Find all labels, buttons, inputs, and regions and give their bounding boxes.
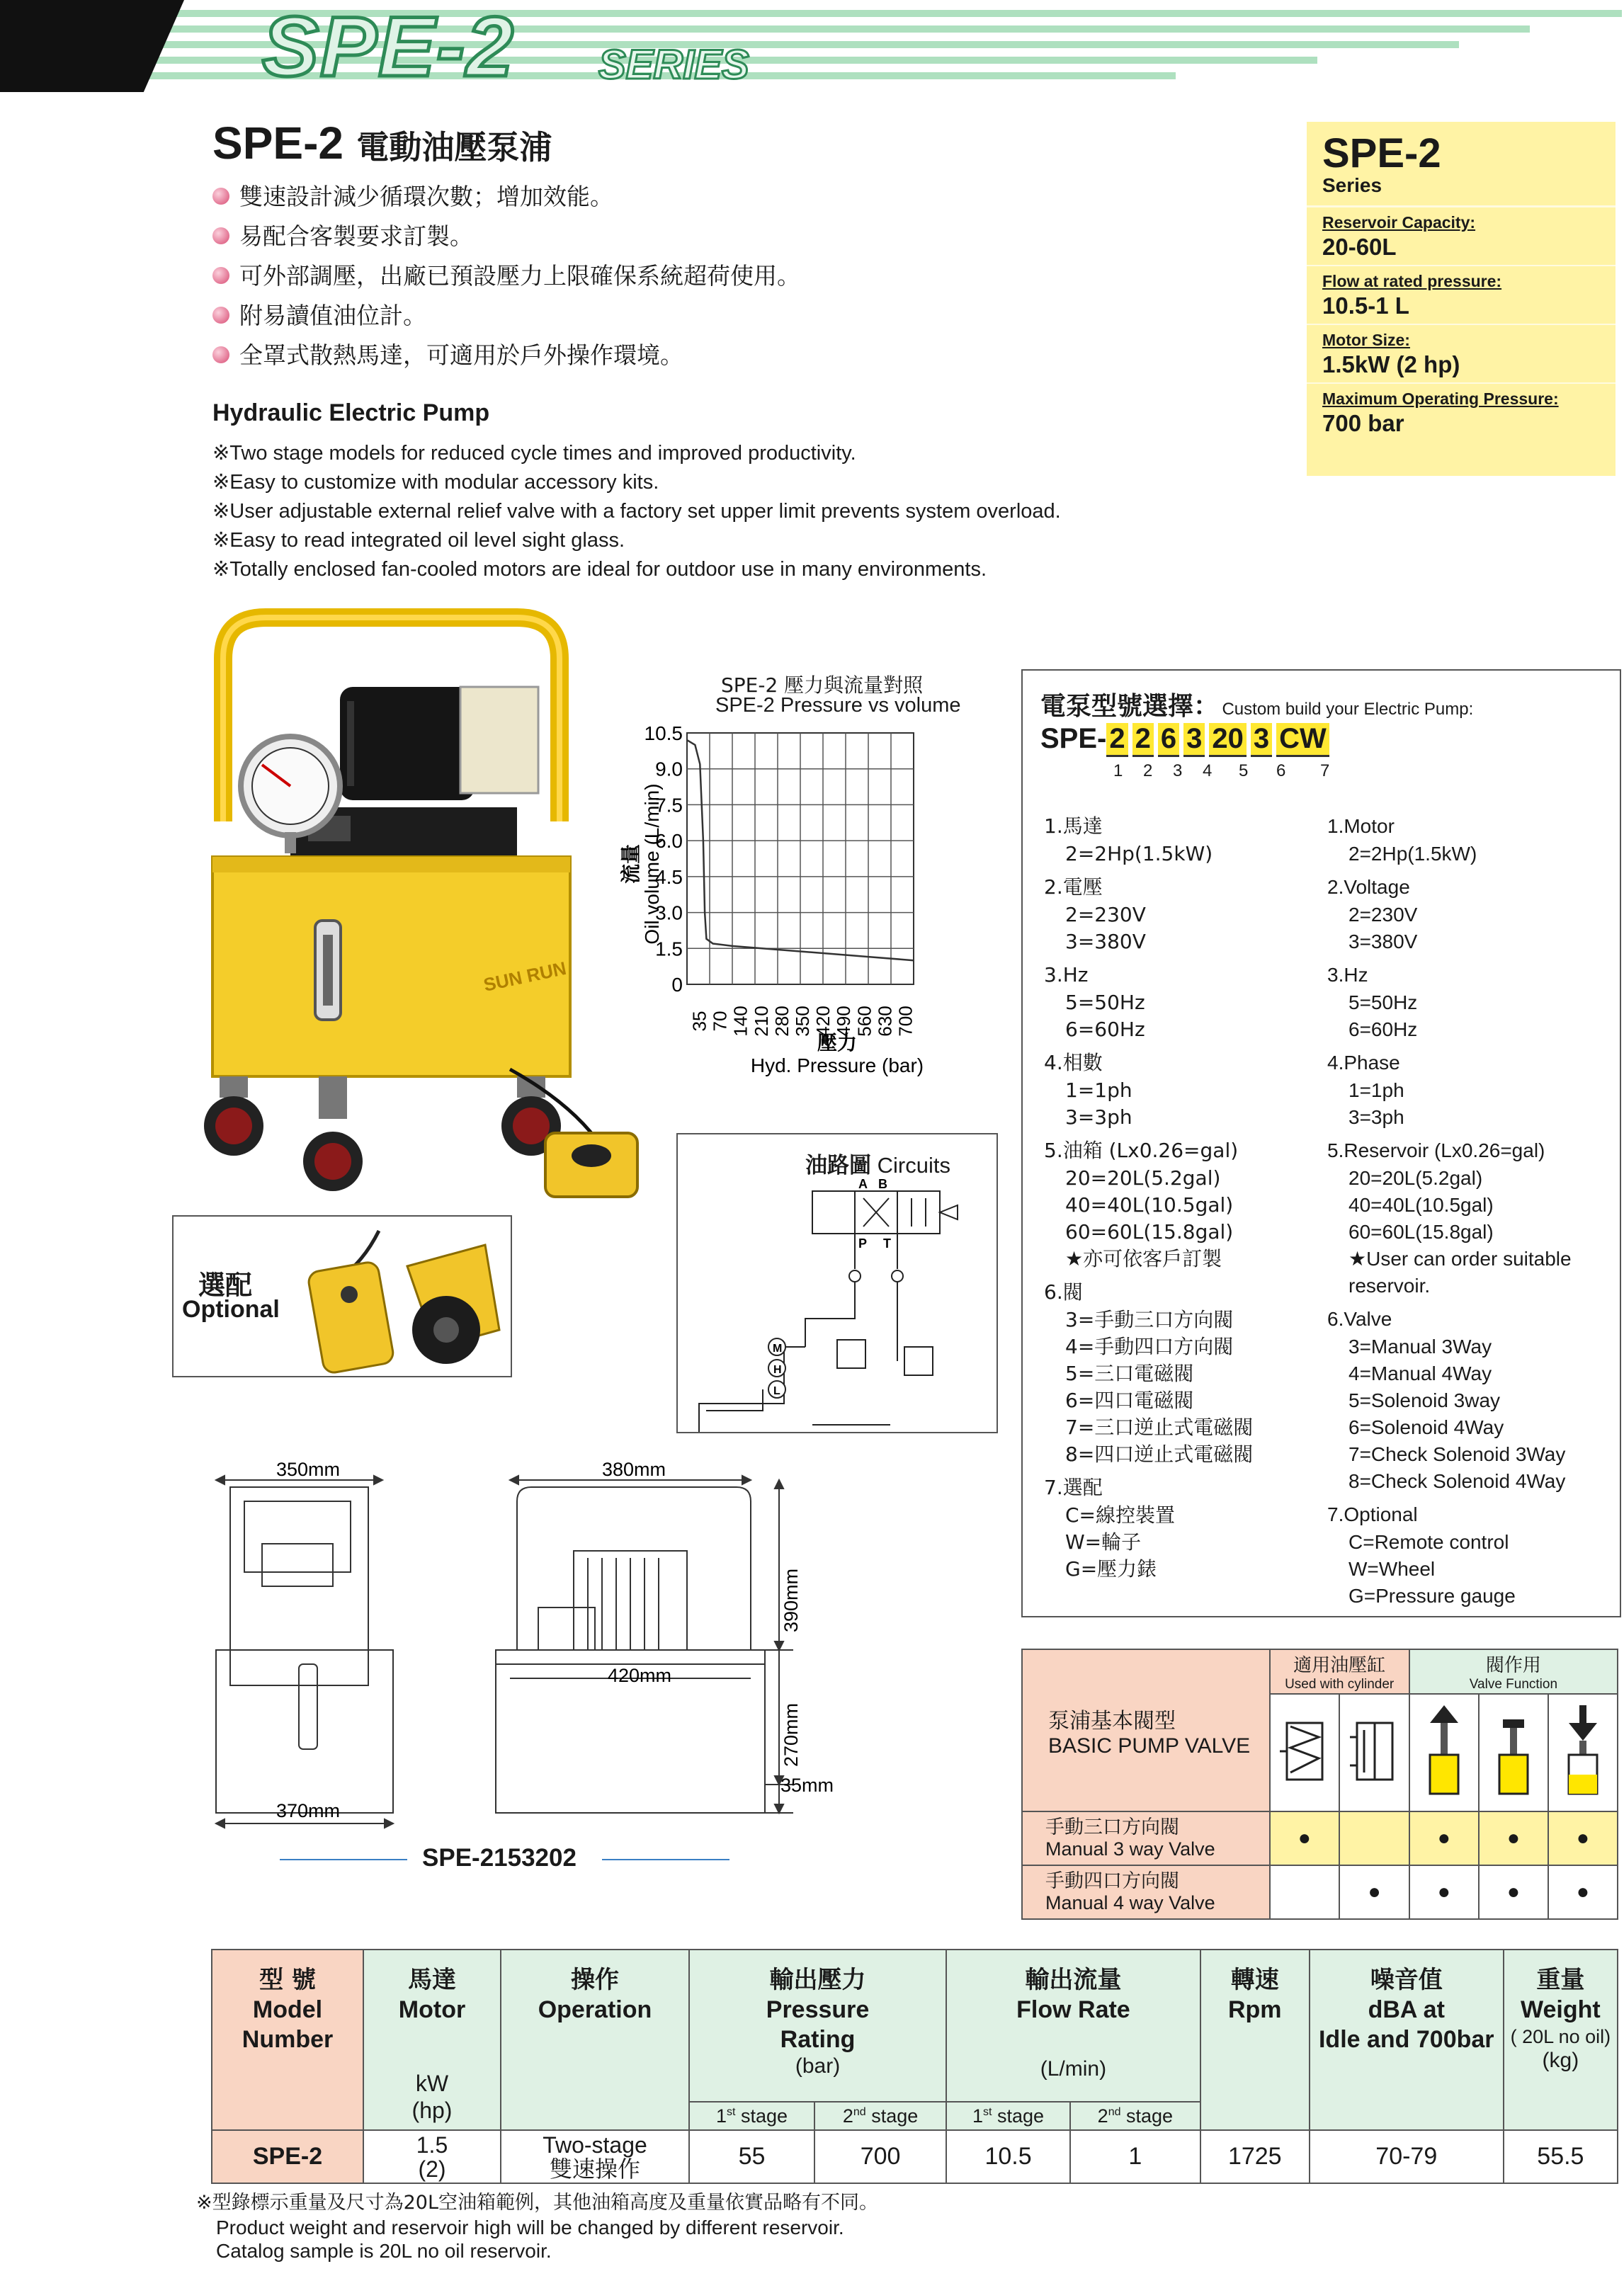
chart-xlabel-zh: 壓力 bbox=[817, 1031, 858, 1054]
pump-photo bbox=[205, 609, 659, 1204]
option-line: 2=2Hp(1.5kW) bbox=[1065, 842, 1213, 865]
optional-box bbox=[172, 1215, 512, 1377]
valve-function-header: 閥作用 Valve Function bbox=[1409, 1649, 1618, 1694]
circuit-port-b: B bbox=[878, 1177, 887, 1191]
valve-mark bbox=[1270, 1865, 1340, 1919]
option-line: 3=Manual 3Way bbox=[1348, 1336, 1492, 1358]
retract-function-icon bbox=[1548, 1694, 1618, 1811]
drawing-number: SPE-2153202 bbox=[422, 1844, 577, 1872]
col-rpm: 轉速 Rpm bbox=[1200, 1950, 1310, 2130]
spec-value: 20-60L bbox=[1307, 232, 1616, 266]
model-code: SPE- 2 2 6 3 20 3 CW bbox=[1040, 723, 1334, 757]
option-line: ★User can order suitable bbox=[1348, 1248, 1572, 1270]
en-feature: ※Easy to read integrated oil level sight glass. bbox=[212, 529, 625, 552]
option-line: 8=四口逆止式電磁閥 bbox=[1065, 1443, 1254, 1466]
row-operation: Two-stage 雙速操作 bbox=[501, 2130, 689, 2183]
row-model: SPE-2 bbox=[212, 2130, 363, 2183]
spec-table bbox=[211, 1949, 1618, 2184]
valve-mark: ● bbox=[1409, 1811, 1479, 1865]
chart-ytick-label: 9.0 bbox=[655, 758, 683, 780]
chart-title-zh: SPE-2 壓力與流量對照 bbox=[721, 673, 924, 697]
cylinder-header: 適用油壓缸 Used with cylinder bbox=[1270, 1649, 1409, 1694]
option-line: 6=60Hz bbox=[1348, 1018, 1418, 1040]
en-feature-list bbox=[212, 439, 1275, 584]
row-pressure-2: 700 bbox=[814, 2130, 946, 2183]
chart-xtick-label: 700 bbox=[895, 1006, 916, 1037]
option-line: ★亦可依客戶訂製 bbox=[1065, 1247, 1222, 1270]
valve-function-table bbox=[1021, 1649, 1618, 1920]
valve-mark: ● bbox=[1479, 1811, 1548, 1865]
valve-mark: ● bbox=[1548, 1865, 1618, 1919]
col-operation: 操作 Operation bbox=[501, 1950, 689, 2130]
en-feature: ※Totally enclosed fan-cooled motors are ideal for outdoor use in many environments. bbox=[212, 558, 987, 581]
option-group-head: 2.Voltage bbox=[1327, 876, 1410, 898]
circuit-low-label: L bbox=[773, 1385, 780, 1397]
code-hz: 6 bbox=[1158, 723, 1179, 757]
option-group-head: 3.Hz bbox=[1044, 963, 1089, 986]
spec-model: SPE-2 bbox=[1322, 130, 1441, 176]
option-line: 2=2Hp(1.5kW) bbox=[1348, 843, 1477, 865]
option-line: 6=60Hz bbox=[1065, 1018, 1145, 1041]
row-dba: 70-79 bbox=[1310, 2130, 1504, 2183]
option-line: 6=Solenoid 4Way bbox=[1348, 1416, 1504, 1438]
option-line: 4=Manual 4Way bbox=[1348, 1362, 1492, 1384]
dimension-drawings bbox=[205, 1452, 834, 1834]
en-feature: ※Two stage models for reduced cycle times and improved productivity. bbox=[212, 442, 856, 465]
drawing-no-rule-left bbox=[280, 1859, 407, 1860]
en-feature: ※Easy to customize with modular accessory kits. bbox=[212, 471, 659, 494]
chart-xlabel: Hyd. Pressure (bar) bbox=[750, 1054, 924, 1076]
chart-xtick-label: 490 bbox=[833, 1006, 855, 1037]
col-pressure: 輸出壓力 Pressure Rating (bar) bbox=[689, 1950, 946, 2102]
option-line: 20=20L(5.2gal) bbox=[1348, 1167, 1483, 1189]
pressure-stage-2: 2nd stage bbox=[814, 2102, 946, 2130]
pressure-stage-1: 1st stage bbox=[689, 2102, 814, 2130]
dim-tank-height: 270mm bbox=[780, 1702, 802, 1768]
circuit-port-a: A bbox=[858, 1177, 868, 1191]
model-select-title: 電泵型號選擇： Custom build your Electric Pump: bbox=[1040, 692, 1474, 721]
spec-value: 1.5kW (2 hp) bbox=[1307, 350, 1616, 384]
option-line: W=Wheel bbox=[1348, 1558, 1436, 1580]
code-voltage: 2 bbox=[1132, 723, 1154, 757]
option-line: 1=1ph bbox=[1065, 1079, 1132, 1102]
spec-label: Flow at rated pressure: bbox=[1322, 272, 1502, 290]
header-series: SERIES bbox=[598, 42, 749, 88]
spec-summary-box bbox=[1307, 122, 1616, 476]
option-line: 3=手動三口方向閥 bbox=[1065, 1308, 1234, 1331]
single-acting-cylinder-icon bbox=[1270, 1694, 1340, 1811]
option-line: 5=三口電磁閥 bbox=[1065, 1362, 1194, 1385]
chart-xtick-label: 70 bbox=[709, 1011, 731, 1032]
option-line: 5=50Hz bbox=[1065, 991, 1145, 1014]
valve-mark: ● bbox=[1479, 1865, 1548, 1919]
row-weight: 55.5 bbox=[1504, 2130, 1618, 2183]
row-rpm: 1725 bbox=[1200, 2130, 1310, 2183]
option-line: 40=40L(10.5gal) bbox=[1348, 1194, 1494, 1216]
circuit-motor-label: M bbox=[773, 1343, 783, 1355]
col-flow: 輸出流量 Flow Rate (L/min) bbox=[946, 1950, 1200, 2102]
spec-value: 700 bar bbox=[1322, 410, 1404, 436]
chart-ytick-label: 1.5 bbox=[655, 938, 683, 960]
option-line: C=Remote control bbox=[1348, 1531, 1509, 1553]
pressure-volume-chart bbox=[609, 722, 1020, 1091]
chart-ylabel-zh: 流量 bbox=[619, 843, 642, 884]
dim-base-height: 35mm bbox=[780, 1775, 834, 1796]
en-feature: ※User adjustable external relief valve with a factory set upper limit prevents system overload. bbox=[212, 500, 1061, 523]
extend-function-icon bbox=[1409, 1694, 1479, 1811]
option-line: 2=230V bbox=[1348, 904, 1418, 926]
zh-feature: 易配合客製要求訂製。 bbox=[212, 217, 1275, 256]
basic-pump-valve-cell: 泵浦基本閥型 BASIC PUMP VALVE bbox=[1022, 1649, 1270, 1811]
code-phase: 3 bbox=[1183, 723, 1205, 757]
valve-mark: ● bbox=[1339, 1865, 1409, 1919]
option-group-head: 6.閥 bbox=[1044, 1280, 1083, 1304]
option-line: 60=60L(15.8gal) bbox=[1348, 1221, 1494, 1243]
zh-feature-list bbox=[212, 177, 1275, 375]
spec-series: Series bbox=[1307, 174, 1616, 207]
circuits-box bbox=[676, 1133, 998, 1433]
option-group-head: 5.油箱 (Lx0.26=gal) bbox=[1044, 1139, 1239, 1162]
dim-front-width-mid: 420mm bbox=[608, 1665, 672, 1686]
model-options-zh bbox=[1044, 812, 1320, 1588]
option-line: 8=Check Solenoid 4Way bbox=[1348, 1470, 1566, 1492]
flow-stage-2: 2nd stage bbox=[1070, 2102, 1200, 2130]
chart-ytick-label: 10.5 bbox=[644, 722, 683, 744]
option-line: 3=3ph bbox=[1348, 1106, 1404, 1128]
row-pressure-1: 55 bbox=[689, 2130, 814, 2183]
option-line: 40=40L(10.5gal) bbox=[1065, 1193, 1234, 1217]
hold-function-icon bbox=[1479, 1694, 1548, 1811]
manual-3way-row-label: 手動三口方向閥 Manual 3 way Valve bbox=[1022, 1811, 1270, 1865]
option-line: 1=1ph bbox=[1348, 1079, 1404, 1101]
header-title: SPE-2 bbox=[262, 0, 515, 94]
circuit-high-label: H bbox=[773, 1364, 782, 1376]
drawing-no-rule-right bbox=[602, 1859, 729, 1860]
chart-xtick-label: 350 bbox=[792, 1006, 813, 1037]
dim-side-width: 350mm bbox=[276, 1459, 341, 1480]
valve-mark: ● bbox=[1409, 1865, 1479, 1919]
spec-label: Reservoir Capacity: bbox=[1322, 213, 1476, 232]
col-motor: 馬達 Motor kW (hp) bbox=[363, 1950, 501, 2130]
option-group-head: 4.相數 bbox=[1044, 1051, 1103, 1074]
option-line: 7=Check Solenoid 3Way bbox=[1348, 1443, 1566, 1465]
chart-xtick-label: 560 bbox=[853, 1006, 875, 1037]
valve-mark: ● bbox=[1548, 1811, 1618, 1865]
chart-ytick-label: 7.5 bbox=[655, 794, 683, 816]
chart-ytick-label: 4.5 bbox=[655, 865, 683, 888]
chart-ytick-label: 6.0 bbox=[655, 830, 683, 853]
option-line: G=Pressure gauge bbox=[1348, 1585, 1516, 1607]
row-flow-1: 10.5 bbox=[946, 2130, 1070, 2183]
chart-xtick-label: 140 bbox=[729, 1006, 751, 1037]
double-acting-cylinder-icon bbox=[1339, 1694, 1409, 1811]
code-valve: 3 bbox=[1251, 723, 1272, 757]
circuit-port-p: P bbox=[858, 1236, 868, 1251]
chart-ytick-label: 0 bbox=[671, 974, 683, 996]
dim-front-width-top: 380mm bbox=[602, 1459, 666, 1480]
optional-zh: 選配 bbox=[198, 1270, 253, 1301]
row-flow-2: 1 bbox=[1070, 2130, 1200, 2183]
zh-feature: 附易讀值油位計。 bbox=[212, 296, 1275, 336]
footnote-en-1: Product weight and reservoir high will be changed by different reservoir. bbox=[216, 2217, 844, 2238]
circuit-port-t: T bbox=[883, 1236, 891, 1251]
option-group-head: 6.Valve bbox=[1327, 1308, 1392, 1330]
option-group-head: 4.Phase bbox=[1327, 1052, 1400, 1074]
zh-feature: 雙速設計減少循環次數；增加效能。 bbox=[212, 177, 1275, 217]
valve-mark bbox=[1339, 1811, 1409, 1865]
option-line: 3=3ph bbox=[1065, 1105, 1132, 1129]
pump-brand: SUN RUN bbox=[482, 957, 569, 996]
option-line: C=線控裝置 bbox=[1065, 1503, 1176, 1527]
col-dba: 噪音值 dBA at Idle and 700bar bbox=[1310, 1950, 1504, 2130]
option-group-head: 2.電壓 bbox=[1044, 875, 1103, 899]
option-line: 3=380V bbox=[1065, 930, 1146, 953]
spec-value: 10.5-1 L bbox=[1307, 291, 1616, 325]
chart-xtick-label: 280 bbox=[771, 1006, 793, 1037]
zh-feature: 可外部調壓，出廠已預設壓力上限確保系統超荷使用。 bbox=[212, 256, 1275, 296]
option-group-head: 1.馬達 bbox=[1044, 814, 1103, 838]
header-banner bbox=[0, 0, 1624, 92]
option-group-head: 3.Hz bbox=[1327, 964, 1368, 986]
model-options-en bbox=[1327, 812, 1611, 1615]
code-optional: CW bbox=[1276, 723, 1329, 757]
product-title: SPE-2 電動油壓泵浦 bbox=[212, 118, 552, 169]
chart-xtick-label: 630 bbox=[874, 1006, 896, 1037]
dim-top-height: 390mm bbox=[780, 1568, 802, 1633]
option-line: 4=手動四口方向閥 bbox=[1065, 1335, 1234, 1358]
option-group-head: 7.Optional bbox=[1327, 1503, 1418, 1525]
flow-stage-1: 1st stage bbox=[946, 2102, 1070, 2130]
circuits-title: 油路圖 Circuits bbox=[805, 1153, 950, 1178]
chart-title: SPE-2 Pressure vs volume bbox=[715, 694, 961, 717]
option-line: 2=230V bbox=[1065, 903, 1146, 926]
option-line: 5=50Hz bbox=[1348, 991, 1418, 1013]
spec-label: Motor Size: bbox=[1322, 331, 1410, 349]
en-title: Hydraulic Electric Pump bbox=[212, 399, 490, 426]
row-motor: 1.5 (2) bbox=[363, 2130, 501, 2183]
zh-feature: 全罩式散熱馬達，可適用於戶外操作環境。 bbox=[212, 336, 1275, 375]
model-selection-box: 電泵型號選擇： Custom build your Electric Pump: SPE- 2 2 6 3 20 3 CW 1 2 3 4 5 6 7 1.馬達 2=2Hp(1.5kW) 2.電壓 2=230V 3=380V 3.Hz 5=50Hz 6=60Hz 4.相數 1=1ph 3=3ph 5.油箱 (Lx0.26=gal) 20=20L(5.2gal) 40=40L(10.5gal) 60=60L(15.8gal) ★亦可依客戶訂製 6.閥 3=手動三口方向閥 4=手動四口方向閥 5=三口電磁閥 6=四口電磁閥 7=三口逆止式電磁閥 8=四口逆止式電磁閥 7.選配 C=線控裝置 W=輪子 G=壓力錶 1.Motor 2=2Hp(1.5kW) 2.Voltage 2=230V 3=380V 3.Hz 5=50Hz 6=60Hz 4.Phase 1=1ph 3=3ph 5.Reservoir (Lx0.26=gal) 20=20L(5.2gal) 40=40L(10.5gal) 60=60L(15.8gal) ★User can order suitable reservoir. 6.Valve 3=Manual 3Way 4=Manual 4Way 5=Solenoid 3way 6=Solenoid 4Way 7=Check Solenoid 3Way 8=Check Solenoid 4Way 7.Optional C=Remote control W=Wheel G=Pressure gauge bbox=[1021, 669, 1621, 1617]
col-weight: 重量 Weight ( 20L no oil) (kg) bbox=[1504, 1950, 1618, 2130]
valve-mark: ● bbox=[1270, 1811, 1340, 1865]
footnote-zh: ※型錄標示重量及尺寸為20L空油箱範例，其他油箱高度及重量依實品略有不同。 bbox=[196, 2192, 879, 2214]
option-line: 7=三口逆止式電磁閥 bbox=[1065, 1416, 1254, 1439]
spec-label: Maximum Operating Pressure: bbox=[1322, 389, 1559, 408]
option-group-head: 7.選配 bbox=[1044, 1476, 1103, 1499]
chart-ytick-label: 3.0 bbox=[655, 901, 683, 924]
option-line: reservoir. bbox=[1348, 1275, 1431, 1297]
footnote-en-2: Catalog sample is 20L no oil reservoir. bbox=[216, 2240, 552, 2262]
chart-xtick-label: 420 bbox=[812, 1006, 834, 1037]
dim-side-bottom-width: 370mm bbox=[276, 1800, 341, 1821]
optional-accessories-icon bbox=[287, 1224, 506, 1372]
option-group-head: 5.Reservoir (Lx0.26=gal) bbox=[1327, 1139, 1545, 1161]
hydraulic-circuit-diagram bbox=[678, 1177, 996, 1432]
option-line: 60=60L(15.8gal) bbox=[1065, 1220, 1234, 1244]
option-line: 5=Solenoid 3way bbox=[1348, 1389, 1501, 1411]
option-line: 6=四口電磁閥 bbox=[1065, 1389, 1194, 1412]
manual-4way-row-label: 手動四口方向閥 Manual 4 way Valve bbox=[1022, 1865, 1270, 1919]
option-line: 20=20L(5.2gal) bbox=[1065, 1166, 1221, 1190]
code-reservoir: 20 bbox=[1209, 723, 1247, 757]
col-model: 型 號 Model Number bbox=[212, 1950, 363, 2130]
option-line: G=壓力錶 bbox=[1065, 1557, 1157, 1581]
optional-en: Optional bbox=[182, 1296, 280, 1323]
chart-ylabel: Oil volume (L/min) bbox=[641, 783, 663, 945]
code-motor: 2 bbox=[1106, 723, 1128, 757]
option-group-head: 1.Motor bbox=[1327, 815, 1395, 837]
chart-xtick-label: 210 bbox=[750, 1006, 772, 1037]
option-line: 3=380V bbox=[1348, 931, 1418, 952]
chart-xtick-label: 35 bbox=[688, 1011, 710, 1032]
option-line: W=輪子 bbox=[1065, 1530, 1142, 1554]
